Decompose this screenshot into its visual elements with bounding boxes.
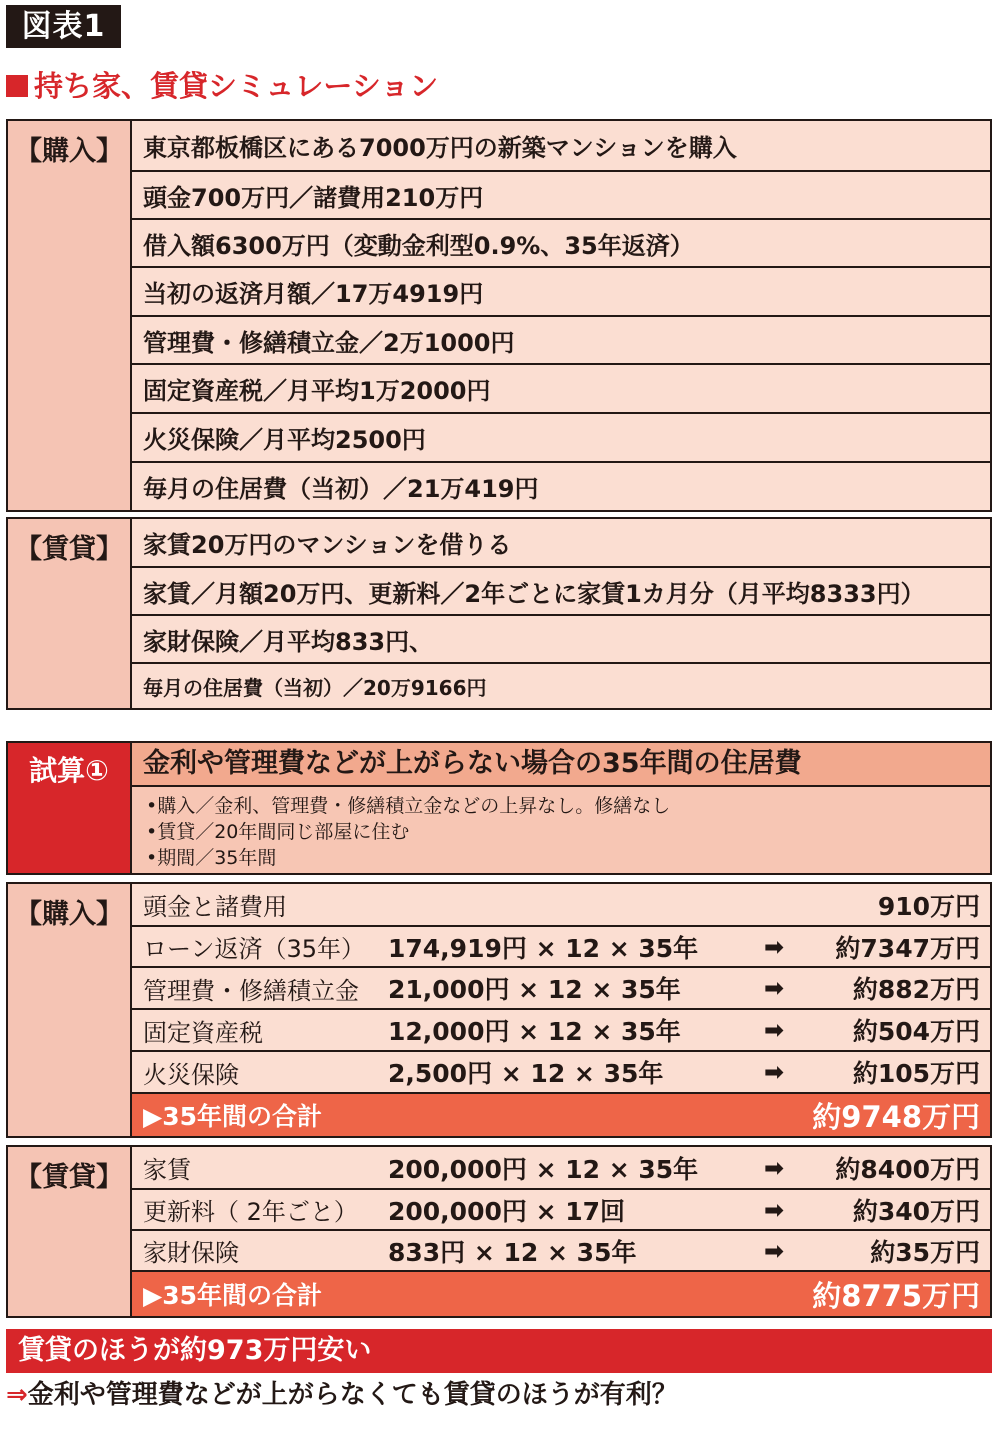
purchase-row	[132, 172, 990, 220]
arrow-right-icon: ➡	[764, 974, 785, 1002]
trial-note: •賃貸／20年間同じ部屋に住む	[146, 821, 410, 843]
conclusion-arrow-icon: ⇒	[6, 1380, 28, 1410]
purchase-row: 管理費・修繕積立金／2万1000円	[132, 317, 990, 365]
arrow-right-icon: ➡	[764, 1195, 785, 1224]
calc-row-label: 更新料（ 2年ごと）	[143, 1198, 358, 1226]
rent-row: 家賃20万円のマンションを借りる	[132, 519, 990, 568]
calc-row	[132, 927, 990, 968]
calc-total-label: ▶35年間の合計	[143, 1281, 323, 1310]
calc-row-label: 家財保険	[143, 1239, 239, 1267]
trial-note: •期間／35年間	[146, 847, 277, 869]
page-title	[6, 66, 438, 106]
calc-row	[132, 1231, 990, 1272]
calc-row-label: 火災保険	[143, 1060, 239, 1089]
calc-row	[132, 884, 990, 927]
purchase-row: 固定資産税／月平均1万2000円	[132, 365, 990, 414]
calc-total-value: 約8775万円	[812, 1278, 980, 1313]
purchase-rows	[132, 121, 990, 510]
purchase-row: 借入額6300万円（変動金利型0.9%、35年返済）	[132, 220, 990, 268]
calc-total-value: 約9748万円	[812, 1099, 980, 1134]
rent-row: 家財保険／月平均833円、	[132, 616, 990, 664]
rent-conditions	[6, 517, 992, 710]
calc-row	[132, 1190, 990, 1231]
calc-row-result: 約8400万円	[835, 1154, 980, 1184]
calc-row-label: 固定資産税	[143, 1018, 263, 1047]
calc-purchase	[6, 882, 992, 1138]
trial-heading: 金利や管理費などが上がらない場合の35年間の住居費	[132, 743, 990, 787]
purchase-label: 【購入】	[8, 121, 132, 510]
trial-note: •購入／金利、管理費・修繕積立金などの上昇なし。修繕なし	[146, 795, 671, 817]
conclusion-text: 金利や管理費などが上がらなくても賃貸のほうが有利？	[27, 1380, 678, 1410]
trial-header	[6, 741, 992, 875]
result-banner: 賃貸のほうが約973万円安い	[6, 1329, 992, 1373]
calc-row-result: 約882万円	[852, 975, 980, 1004]
calc-row-formula: 200,000円 × 17回	[388, 1196, 626, 1226]
purchase-row: 毎月の住居費（当初）／21万419円	[132, 463, 990, 510]
rent-rows	[132, 519, 990, 708]
purchase-row: 東京都板橋区にある7000万円の新築マンションを購入	[132, 121, 990, 172]
calc-rent	[6, 1145, 992, 1318]
calc-row-label: 頭金と諸費用	[143, 893, 287, 921]
calc-rent-label: 【賃貸】	[8, 1147, 132, 1316]
calc-row	[132, 968, 990, 1010]
calc-row-label: 家賃	[143, 1156, 191, 1184]
calc-row-formula: 200,000円 × 12 × 35年	[388, 1154, 699, 1184]
square-bullet-icon	[6, 75, 28, 97]
trial-label: 試算①	[8, 743, 132, 873]
calc-row-result: 約105万円	[852, 1059, 980, 1088]
purchase-row-text: 頭金700万円／諸費用210万円	[143, 183, 484, 212]
calc-row-label: 管理費・修繕積立金	[143, 976, 359, 1005]
purchase-row: 火災保険／月平均2500円	[132, 414, 990, 463]
calc-total-label: ▶35年間の合計	[143, 1102, 323, 1131]
calc-row-result: 約340万円	[852, 1196, 980, 1226]
figure-label: 図表1	[6, 5, 121, 48]
arrow-right-icon: ➡	[764, 1058, 785, 1086]
calc-purchase-rows	[132, 884, 990, 1136]
calc-row-formula: 2,500円 × 12 × 35年	[388, 1059, 664, 1088]
calc-row-result: 910万円	[877, 891, 980, 921]
purchase-conditions	[6, 119, 992, 512]
calc-row-result: 約7347万円	[835, 933, 980, 963]
arrow-right-icon: ➡	[764, 1153, 785, 1182]
arrow-right-icon: ➡	[764, 1016, 785, 1044]
calc-row-result: 約504万円	[852, 1017, 980, 1046]
calc-total-row	[132, 1272, 990, 1316]
conclusion	[6, 1375, 678, 1415]
arrow-right-icon: ➡	[764, 1236, 785, 1265]
calc-row-formula: 833円 × 12 × 35年	[388, 1237, 637, 1267]
calc-total-row	[132, 1094, 990, 1136]
calc-row	[132, 1147, 990, 1190]
calc-row-formula: 21,000円 × 12 × 35年	[388, 975, 681, 1004]
purchase-row: 当初の返済月額／17万4919円	[132, 268, 990, 317]
calc-row-result: 約35万円	[870, 1237, 980, 1267]
calc-row-label: ローン返済（35年）	[143, 935, 366, 963]
calc-purchase-label: 【購入】	[8, 884, 132, 1136]
calc-row-formula: 12,000円 × 12 × 35年	[388, 1017, 681, 1046]
trial-notes	[132, 787, 990, 873]
rent-row: 毎月の住居費（当初）／20万9166円	[132, 664, 990, 708]
calc-rent-rows	[132, 1147, 990, 1316]
calc-row	[132, 1010, 990, 1052]
calc-row-formula: 174,919円 × 12 × 35年	[388, 933, 699, 963]
calc-row	[132, 1052, 990, 1094]
rent-row: 家賃／月額20万円、更新料／2年ごとに家賃1カ月分（月平均8333円）	[132, 568, 990, 616]
rent-label: 【賃貸】	[8, 519, 132, 708]
arrow-right-icon: ➡	[764, 932, 785, 961]
page-title-text: 持ち家、賃貸シミュレーション	[34, 69, 439, 103]
